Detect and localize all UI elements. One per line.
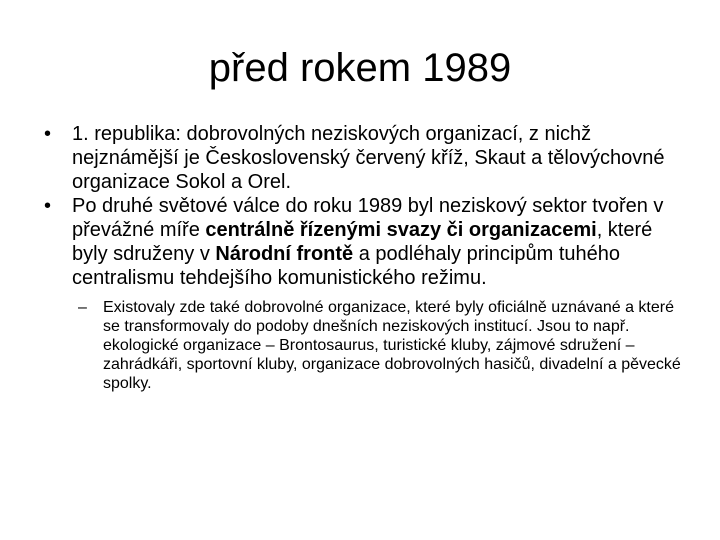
slide-content — [40, 122, 690, 393]
bullet-bold-text: centrálně řízenými svazy či organizacemi — [205, 219, 597, 241]
bullet-marker: • — [44, 195, 52, 217]
bullet-bold-text: Národní frontě — [215, 243, 354, 265]
sub-bullet-marker: – — [78, 299, 87, 316]
bullet-text: 1. republika: dobrovolných neziskových organizací, z nichž nejznámější je Československý červený kříž, Skaut a tělovýchovné organizace Sokol a Orel. — [72, 123, 665, 193]
slide-title: před rokem 1989 — [208, 46, 512, 90]
sub-bullet-text: Existovaly zde také dobrovolné organizace, které byly oficiálně uznávané a které se transformovaly do podoby dnešních neziskových institucí. Jsou to např. ekologické organizace – Brontosaurus, turistické kluby, zájmové sdružení – zahrádkáři, sportovní kluby, organizace dobrovolných hasičů, divadelní a pěvecké spolky. — [103, 299, 681, 392]
bullet-text-part: a podléhaly principům tuhého centralismu tehdejšího komunistického režimu. — [72, 243, 621, 289]
bullet-post-war — [40, 194, 690, 290]
bullet-marker: • — [44, 123, 52, 145]
bullet-text-part: Po druhé světové válce do roku 1989 byl neziskový sektor tvořen v převážné míře — [72, 195, 664, 241]
bullet-text-part: , které byly sdruženy v — [72, 219, 653, 265]
sub-bullet-voluntary-organizations — [78, 298, 688, 393]
bullet-first-republic — [40, 122, 690, 194]
